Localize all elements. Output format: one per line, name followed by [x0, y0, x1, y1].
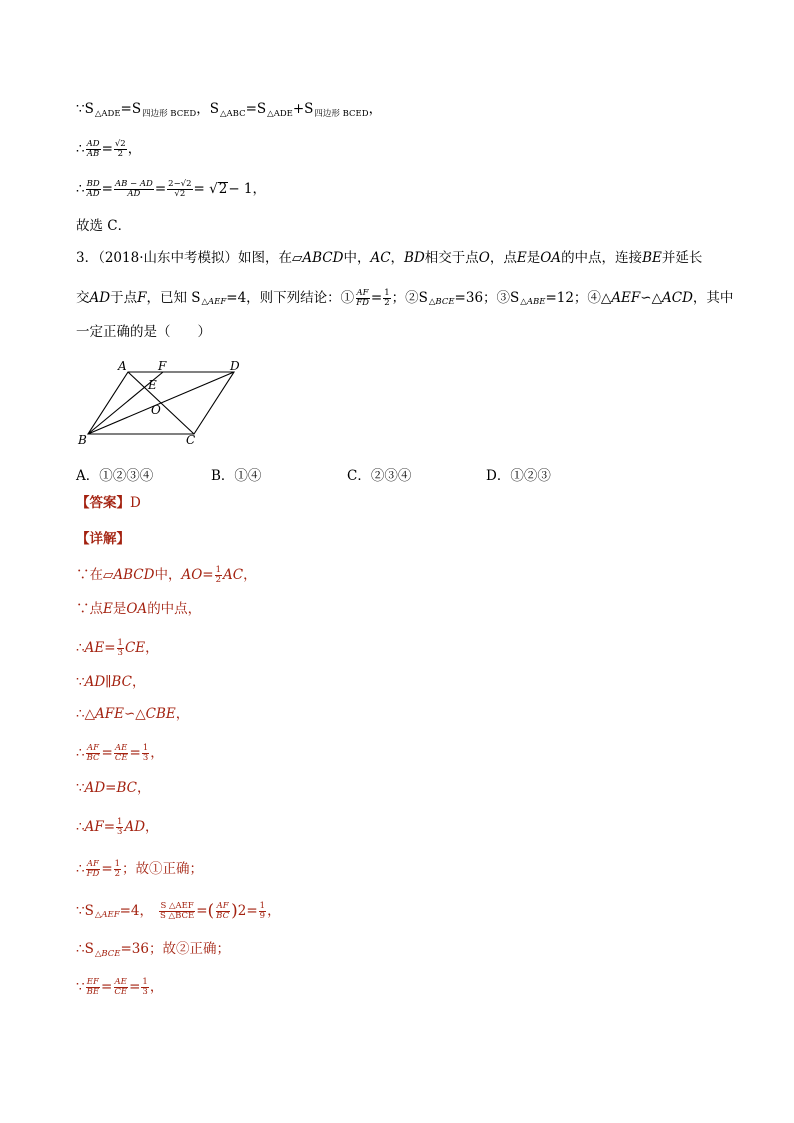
text: ACD	[662, 289, 693, 306]
text: ，	[145, 639, 159, 656]
area-relation-line	[76, 103, 382, 117]
option-c[interactable]: C．②③④	[347, 468, 412, 484]
solution-line-1	[76, 566, 257, 585]
text: 3．（2018·山东中考模拟）如图，在▱	[76, 250, 303, 266]
fraction	[114, 140, 127, 159]
text: ∽△	[640, 289, 662, 306]
text: ，	[150, 744, 164, 761]
text: =	[101, 180, 113, 197]
text: 是	[526, 250, 541, 266]
text: ABCD	[113, 566, 155, 583]
text: AF	[84, 818, 104, 835]
fraction	[116, 818, 123, 837]
fraction	[142, 744, 149, 763]
text: =36；③S	[454, 289, 520, 306]
diagonal-bd	[88, 372, 234, 434]
denominator: 3	[117, 826, 123, 837]
parallelogram-figure	[76, 356, 248, 448]
fraction	[114, 744, 129, 763]
text: BC	[111, 674, 132, 690]
text: ∵	[76, 780, 85, 796]
text: AD	[84, 780, 106, 796]
solution-line-4	[76, 676, 145, 690]
option-b[interactable]: B．①④	[211, 468, 262, 484]
text: ，	[368, 101, 383, 117]
numerator: 1	[114, 859, 121, 869]
text: AFE	[94, 706, 124, 722]
numerator: S △AEF	[160, 901, 194, 911]
numerator: 1	[117, 638, 123, 648]
denominator: AD	[86, 188, 100, 199]
text: CE	[124, 639, 146, 656]
text: − 1，	[228, 180, 267, 197]
numerator: AF	[87, 743, 100, 753]
text: =S	[245, 101, 267, 117]
denominator: FD	[356, 297, 369, 308]
label-a: A	[118, 359, 127, 373]
label-o: O	[151, 403, 161, 417]
denominator: 2	[215, 574, 222, 585]
denominator: √2	[174, 188, 186, 199]
text: =	[202, 566, 214, 583]
text: 中，	[343, 250, 371, 266]
subscript: 四边形 BCED	[142, 108, 197, 119]
fraction	[159, 902, 195, 921]
text: ，	[175, 706, 190, 722]
text: OA	[126, 601, 148, 617]
text: AD	[84, 674, 106, 690]
fraction	[86, 744, 101, 763]
numerator: AF	[356, 288, 369, 298]
text: =	[101, 744, 113, 761]
text: ∴	[76, 639, 85, 656]
text: ABCD	[302, 250, 344, 266]
text: ，	[267, 902, 281, 919]
text: 中，	[154, 566, 182, 583]
text: =	[101, 140, 113, 157]
text: = √	[193, 180, 218, 197]
numerator: AF	[86, 859, 99, 869]
text: ∴	[76, 140, 85, 157]
denominator: 3	[117, 647, 123, 658]
option-d[interactable]: D．①②③	[486, 468, 551, 484]
text: BC	[116, 780, 137, 796]
text: ∴	[76, 860, 85, 877]
text: 并延长	[661, 250, 703, 266]
denominator: FD	[86, 868, 100, 879]
denominator: 3	[142, 986, 148, 997]
denominator: 9	[259, 910, 266, 921]
subscript: 四边形 BCED	[314, 108, 369, 119]
numerator: BD	[86, 179, 100, 189]
text: E	[516, 250, 527, 266]
text: 相交于点	[424, 250, 479, 266]
text: +S	[292, 101, 314, 117]
answer-value: D	[130, 495, 141, 511]
paren-right: )	[231, 900, 238, 921]
text: =	[196, 902, 208, 919]
text: AO	[181, 566, 203, 583]
fraction	[215, 566, 222, 585]
fraction	[114, 860, 121, 879]
denominator: CE	[114, 752, 128, 763]
text: =4，则下列结论：①	[226, 289, 355, 306]
text: ；②S	[391, 289, 428, 306]
text: 的中点，连接	[561, 250, 643, 266]
solution-line-10	[76, 902, 281, 921]
text: ∵点	[76, 601, 103, 617]
denominator: AD	[127, 188, 141, 199]
text: 一定正确的是（ ）	[76, 324, 211, 340]
denominator: AB	[86, 148, 100, 159]
solution-line-12	[76, 978, 163, 997]
text: =	[129, 744, 141, 761]
numerator: √2	[114, 139, 126, 149]
text: 2	[237, 902, 247, 919]
numerator: 1	[384, 288, 390, 298]
radicand: 2	[218, 181, 228, 198]
fraction	[114, 180, 154, 199]
fraction	[86, 140, 101, 159]
answer-line	[76, 497, 141, 511]
text: BE	[642, 250, 662, 266]
text: ，其中	[692, 289, 734, 306]
numerator: 1	[142, 977, 148, 987]
fraction	[117, 639, 124, 658]
denominator: BC	[86, 752, 100, 763]
subscript: △ABE	[520, 297, 546, 308]
text: =	[105, 780, 117, 796]
text: =	[101, 860, 113, 877]
solution-line-6	[76, 744, 164, 763]
text: AC	[370, 250, 391, 266]
subscript: △ADE	[94, 108, 121, 119]
solution-line-3	[76, 639, 159, 658]
text: E	[103, 601, 113, 617]
denominator: BE	[86, 986, 100, 997]
text: =	[129, 978, 141, 995]
text: ；故①正确；	[122, 860, 204, 877]
subscript: △ABC	[220, 108, 246, 119]
fraction	[86, 860, 101, 879]
denominator: S △BCE	[160, 910, 195, 921]
subscript: △BCE	[428, 297, 455, 308]
numerator: 1	[142, 743, 149, 753]
numerator: 2−√2	[168, 179, 192, 189]
label-f: F	[158, 359, 167, 373]
text: ，	[243, 566, 257, 583]
text: AD	[124, 818, 146, 835]
detail-heading	[76, 533, 130, 547]
text: =	[370, 289, 383, 306]
fraction	[259, 902, 266, 921]
text: ∵S	[76, 902, 94, 919]
solution-line-5	[76, 708, 189, 722]
text: =S	[120, 101, 142, 117]
text: ∵S	[76, 101, 94, 117]
solution-line-11	[76, 943, 230, 957]
numerator: EF	[86, 977, 99, 987]
text: ∴	[76, 818, 85, 835]
text: ，	[137, 780, 151, 796]
text: =	[104, 639, 116, 656]
text: CBE	[145, 706, 176, 722]
text: BD	[404, 250, 425, 266]
fraction	[141, 978, 148, 997]
ratio-bd-ad-line	[76, 180, 266, 199]
choose-c-line	[76, 220, 131, 234]
text: AEF	[611, 289, 641, 306]
text: ，	[131, 674, 146, 690]
label-d: D	[230, 359, 240, 373]
label-c: C	[186, 433, 196, 447]
numerator: AE	[114, 977, 127, 987]
text: =	[246, 902, 258, 919]
fraction	[355, 289, 370, 308]
subscript: △ADE	[267, 108, 293, 119]
label-b: B	[78, 433, 87, 447]
text: ∽△	[123, 706, 146, 722]
text: O	[478, 250, 490, 266]
question-3-line-2	[76, 289, 733, 308]
text: 是	[112, 601, 127, 617]
fraction	[86, 978, 100, 997]
text: =	[154, 180, 167, 197]
text: ，已知 S	[146, 289, 201, 306]
text: ∴	[76, 744, 85, 761]
text: 故选 C．	[76, 218, 132, 234]
text: OA	[540, 250, 562, 266]
question-3-line-1	[76, 252, 702, 266]
option-a[interactable]: A．①②③④	[76, 468, 154, 484]
text: ∵	[76, 978, 85, 995]
fraction	[113, 978, 128, 997]
text: ，点	[489, 250, 517, 266]
text: ，	[127, 140, 142, 157]
text: ∵	[76, 674, 85, 690]
numerator: AF	[216, 901, 229, 911]
question-3-line-3	[76, 326, 211, 340]
text: 交	[76, 289, 90, 306]
numerator: AB − AD	[114, 179, 153, 189]
answer-label: 【答案】	[76, 495, 130, 511]
text: ，	[145, 818, 159, 835]
text: =12；④△	[545, 289, 612, 306]
text: =4，	[119, 902, 154, 919]
label-e: E	[148, 378, 157, 392]
numerator: 1	[259, 901, 266, 911]
solution-line-9	[76, 860, 203, 879]
text: ，S	[196, 101, 219, 117]
numerator: AD	[86, 139, 100, 149]
fraction	[215, 902, 230, 921]
fraction	[86, 180, 101, 199]
solution-line-2	[76, 603, 201, 617]
text: ∴△	[76, 706, 95, 722]
text: ∵在▱	[76, 566, 114, 583]
numerator: 1	[117, 817, 123, 827]
subscript: △AEF	[201, 297, 227, 308]
denominator: 3	[142, 752, 149, 763]
text: ，	[390, 250, 405, 266]
denominator: 2	[114, 868, 121, 879]
text: 的中点，	[147, 601, 202, 617]
text: =	[103, 818, 116, 835]
denominator: CE	[114, 986, 128, 997]
ratio-ad-ab-line	[76, 140, 141, 159]
fraction	[167, 180, 192, 199]
text: AD	[89, 289, 111, 306]
solution-line-8	[76, 818, 159, 837]
text: ∴S	[76, 941, 94, 957]
text: =36；故②正确；	[120, 941, 230, 957]
text: ，	[149, 978, 164, 995]
text: AC	[223, 566, 244, 583]
paren-left: (	[207, 900, 215, 921]
fraction	[383, 289, 390, 308]
text: F	[137, 289, 147, 306]
text: ∴	[76, 180, 85, 197]
detail-label: 【详解】	[76, 531, 130, 547]
text: 于点	[110, 289, 138, 306]
solution-line-7	[76, 782, 151, 796]
denominator: 2	[384, 297, 390, 308]
text: =	[101, 978, 113, 995]
subscript: △BCE	[94, 948, 121, 959]
subscript: △AEF	[94, 910, 120, 921]
numerator: AE	[115, 743, 128, 753]
text: ∥	[105, 674, 112, 690]
text: AE	[84, 639, 105, 656]
denominator: BC	[216, 910, 230, 921]
denominator: 2	[117, 148, 123, 159]
numerator: 1	[215, 565, 222, 575]
